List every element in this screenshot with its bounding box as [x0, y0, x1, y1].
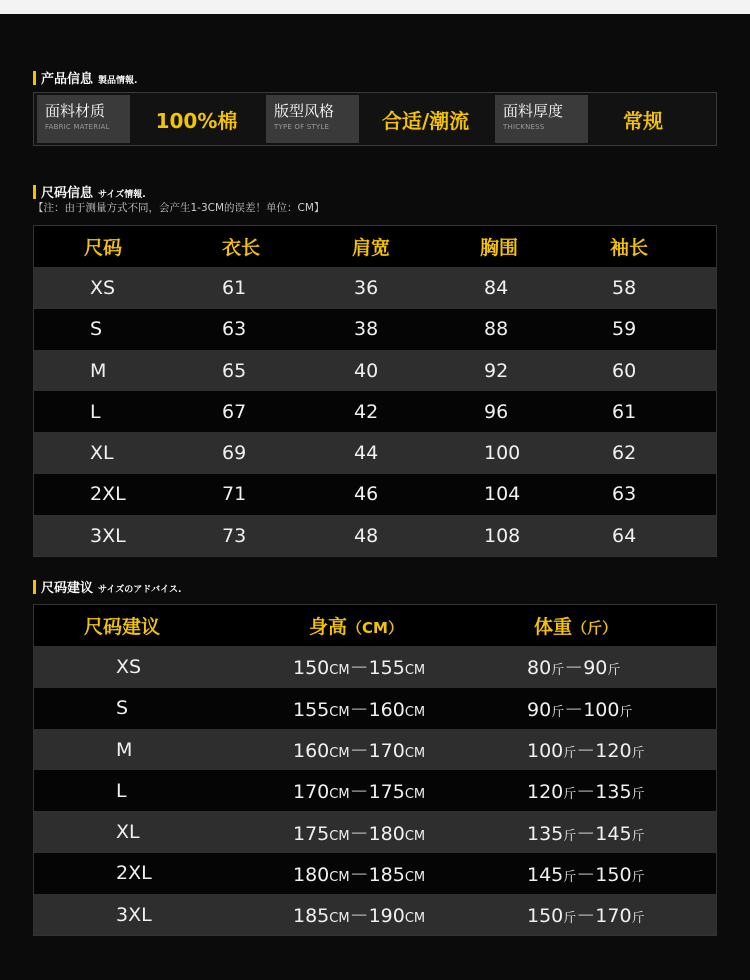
info-value-fabric: 100%棉	[155, 108, 238, 133]
height-range-cell	[293, 860, 425, 887]
column-header: 袖长	[610, 237, 649, 260]
range-end: 145	[595, 822, 632, 845]
column-header-weight	[534, 612, 617, 639]
info-value-style: 合适/潮流	[381, 108, 470, 133]
info-label-cn: 面料厚度	[503, 102, 564, 120]
height-range-cell	[293, 777, 425, 804]
info-label-cn: 版型风格	[274, 102, 335, 120]
table-row	[34, 515, 716, 556]
table-row	[34, 391, 716, 432]
range-end: 180	[368, 822, 405, 845]
column-header-size: 尺码建议	[84, 616, 161, 639]
weight-range-cell	[527, 860, 645, 887]
table-cell: 100	[484, 442, 521, 465]
table-row	[34, 729, 716, 770]
unit-label: 斤	[563, 869, 577, 885]
size-info-table	[33, 225, 717, 557]
info-label-cn: 面料材质	[45, 102, 106, 120]
table-cell: 59	[612, 318, 637, 341]
table-cell: 3XL	[90, 524, 126, 547]
heading-accent-bar	[33, 185, 36, 199]
table-cell: 36	[354, 276, 379, 299]
heading-accent-bar	[33, 580, 36, 594]
unit-label: 斤	[631, 746, 645, 762]
range-start: 135	[527, 822, 564, 845]
weight-range-cell	[527, 819, 645, 846]
range-end: 190	[368, 905, 405, 928]
range-dash: －	[349, 657, 369, 680]
range-start: 155	[293, 698, 330, 721]
weight-range-cell	[527, 777, 645, 804]
table-cell: 44	[354, 442, 379, 465]
table-cell: 63	[612, 483, 637, 506]
table-row	[34, 474, 716, 515]
range-dash: －	[576, 781, 596, 804]
table-cell: 108	[484, 524, 521, 547]
unit-label: CM	[329, 869, 350, 885]
range-end: 135	[595, 781, 632, 804]
header-text: 身高	[309, 616, 348, 639]
unit-label: CM	[404, 704, 426, 720]
size-cell: 2XL	[116, 862, 152, 885]
unit-label: CM	[329, 704, 350, 720]
range-end: 120	[595, 740, 632, 763]
table-row	[34, 267, 716, 308]
unit-label: 斤	[563, 828, 577, 844]
product-info-heading	[33, 68, 137, 87]
table-row	[34, 853, 716, 894]
table-cell: 67	[222, 400, 247, 423]
range-end: 160	[368, 698, 405, 721]
size-cell: XL	[116, 821, 140, 844]
range-start: 180	[293, 863, 330, 886]
weight-range-cell	[527, 901, 645, 928]
table-cell: 61	[612, 400, 637, 423]
header-unit: （CM）	[347, 619, 403, 638]
table-cell: 60	[612, 359, 637, 382]
range-start: 175	[293, 822, 330, 845]
height-range-cell	[293, 695, 425, 722]
heading-title: 尺码建议	[41, 581, 94, 596]
range-start: 145	[527, 863, 564, 886]
range-start: 80	[527, 657, 552, 680]
size-cell: L	[116, 779, 127, 802]
column-header: 衣长	[222, 237, 261, 260]
table-cell: 48	[354, 524, 379, 547]
measurement-note: 【注：由于测量方式不同，会产生1-3CM的误差！单位：CM】	[33, 202, 325, 214]
range-start: 160	[293, 740, 330, 763]
table-cell: 88	[484, 318, 509, 341]
info-label-en: THICKNESS	[503, 123, 545, 131]
size-cell: 3XL	[116, 903, 152, 926]
range-dash: －	[576, 822, 596, 845]
column-header-height	[309, 612, 403, 639]
header-text: 体重	[534, 616, 573, 639]
unit-label: CM	[329, 663, 350, 679]
table-cell: 92	[484, 359, 509, 382]
unit-label: 斤	[563, 787, 577, 803]
range-start: 150	[293, 657, 330, 680]
table-row	[34, 309, 716, 350]
unit-label: CM	[404, 663, 426, 679]
table-cell: 96	[484, 400, 509, 423]
table-row	[34, 350, 716, 391]
unit-label: 斤	[551, 663, 565, 679]
unit-label: 斤	[563, 911, 577, 927]
column-header: 肩宽	[352, 237, 391, 260]
range-dash: －	[349, 822, 369, 845]
range-end: 170	[595, 905, 632, 928]
unit-label: CM	[404, 911, 426, 927]
unit-label: 斤	[631, 787, 645, 803]
header-unit: （斤）	[572, 619, 618, 638]
info-value-thickness: 常规	[623, 108, 663, 133]
info-label-fabric	[37, 95, 130, 143]
table-cell: 62	[612, 442, 637, 465]
range-end: 185	[368, 863, 405, 886]
info-label-en: TYPE OF STYLE	[274, 123, 330, 131]
unit-label: CM	[404, 828, 426, 844]
range-dash: －	[564, 698, 584, 721]
table-cell: M	[90, 359, 107, 382]
table-cell: 42	[354, 400, 379, 423]
height-range-cell	[293, 736, 425, 763]
unit-label: 斤	[607, 663, 621, 679]
table-cell: XL	[90, 442, 114, 465]
table-cell: L	[90, 400, 101, 423]
range-end: 175	[368, 781, 405, 804]
product-info-strip	[33, 92, 717, 146]
unit-label: CM	[404, 869, 426, 885]
table-cell: 84	[484, 276, 509, 299]
unit-label: 斤	[631, 869, 645, 885]
range-start: 170	[293, 781, 330, 804]
table-cell: S	[90, 318, 103, 341]
weight-range-cell	[527, 695, 633, 722]
table-row	[34, 894, 716, 935]
weight-range-cell	[527, 653, 620, 680]
table-cell: 38	[354, 318, 379, 341]
range-dash: －	[349, 863, 369, 886]
range-dash: －	[349, 905, 369, 928]
range-start: 150	[527, 905, 564, 928]
height-range-cell	[293, 819, 425, 846]
unit-label: 斤	[551, 704, 565, 720]
size-info-heading	[33, 182, 146, 201]
unit-label: 斤	[631, 911, 645, 927]
range-start: 90	[527, 698, 552, 721]
range-dash: －	[576, 905, 596, 928]
size-cell: S	[116, 697, 129, 720]
range-end: 90	[583, 657, 608, 680]
info-label-thickness	[495, 95, 588, 143]
range-dash: －	[349, 698, 369, 721]
size-advice-table	[33, 604, 717, 936]
size-cell: XS	[116, 655, 142, 678]
table-row	[34, 646, 716, 687]
table-cell: 71	[222, 483, 247, 506]
table-cell: 61	[222, 276, 247, 299]
table-cell: XS	[90, 276, 116, 299]
table-cell: 46	[354, 483, 379, 506]
table-row	[34, 770, 716, 811]
heading-title: 尺码信息	[41, 186, 94, 201]
table-row	[34, 432, 716, 473]
unit-label: CM	[404, 746, 426, 762]
unit-label: CM	[404, 787, 426, 803]
range-dash: －	[349, 781, 369, 804]
size-advice-heading	[33, 577, 181, 596]
table-cell: 40	[354, 359, 379, 382]
unit-label: CM	[329, 828, 350, 844]
table-cell: 2XL	[90, 483, 126, 506]
column-header: 尺码	[84, 237, 123, 260]
table-cell: 65	[222, 359, 247, 382]
range-end: 150	[595, 863, 632, 886]
range-dash: －	[576, 740, 596, 763]
unit-label: 斤	[619, 704, 633, 720]
table-cell: 63	[222, 318, 247, 341]
range-dash: －	[349, 740, 369, 763]
range-start: 185	[293, 905, 330, 928]
unit-label: 斤	[631, 828, 645, 844]
unit-label: CM	[329, 746, 350, 762]
unit-label: CM	[329, 787, 350, 803]
table-cell: 69	[222, 442, 247, 465]
table-header-row	[34, 605, 716, 646]
range-start: 120	[527, 781, 564, 804]
table-row	[34, 688, 716, 729]
top-border	[0, 0, 750, 14]
info-label-style	[266, 95, 359, 143]
info-label-en: FABRIC MATERIAL	[45, 123, 110, 131]
range-start: 100	[527, 740, 564, 763]
range-end: 155	[368, 657, 405, 680]
table-cell: 104	[484, 483, 521, 506]
range-end: 170	[368, 740, 405, 763]
height-range-cell	[293, 653, 425, 680]
heading-subtitle: サイズ情報.	[98, 190, 146, 200]
column-header: 胸围	[480, 237, 519, 260]
range-dash: －	[576, 863, 596, 886]
weight-range-cell	[527, 736, 645, 763]
size-cell: M	[116, 738, 133, 761]
heading-subtitle: 製品情報.	[98, 76, 138, 86]
table-header-row	[34, 226, 716, 267]
unit-label: CM	[329, 911, 350, 927]
table-cell: 58	[612, 276, 637, 299]
heading-title: 产品信息	[41, 72, 94, 87]
heading-subtitle: サイズのアドバイス.	[98, 585, 182, 595]
unit-label: 斤	[563, 746, 577, 762]
range-dash: －	[564, 657, 584, 680]
range-end: 100	[583, 698, 620, 721]
table-cell: 73	[222, 524, 247, 547]
table-row	[34, 811, 716, 852]
height-range-cell	[293, 901, 425, 928]
table-cell: 64	[612, 524, 637, 547]
heading-accent-bar	[33, 71, 36, 85]
